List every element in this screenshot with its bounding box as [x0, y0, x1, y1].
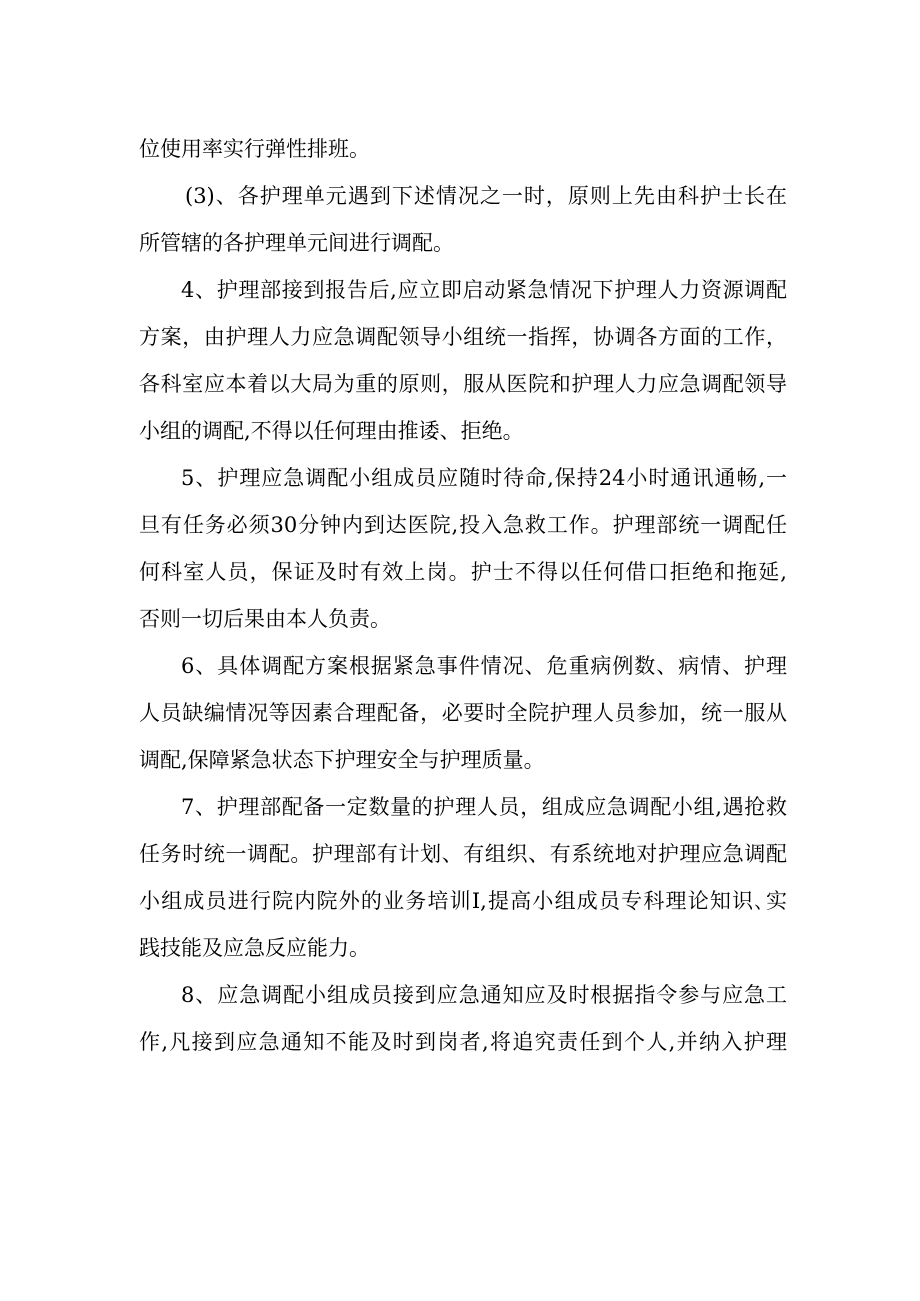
text-line: 旦有任务必须30分钟内到达医院,投入急救工作。护理部统一调配任 — [139, 513, 787, 537]
paragraph-4 — [139, 267, 787, 455]
text-line: 6、具体调配方案根据紧急事件情况、危重病例数、病情、护理 — [181, 654, 787, 678]
text-line: 方案，由护理人力应急调配领导小组统一指挥，协调各方面的工作， — [139, 325, 787, 349]
text-line: 小组的调配,不得以任何理由推诿、拒绝。 — [139, 419, 524, 443]
text-line: 践技能及应急反应能力。 — [139, 936, 370, 960]
text-line: 8、应急调配小组成员接到应急通知应及时根据指令参与应急工 — [181, 983, 787, 1007]
paragraph-5 — [139, 455, 787, 643]
text-line: 7、护理部配备一定数量的护理人员，组成应急调配小组,遇抢救 — [181, 795, 787, 819]
paragraph-continuation — [139, 126, 787, 173]
text-line: 人员缺编情况等因素合理配备，必要时全院护理人员参加，统一服从 — [139, 701, 787, 725]
paragraph-7 — [139, 784, 787, 972]
paragraph-8 — [139, 972, 787, 1066]
text-line: 作,凡接到应急通知不能及时到岗者,将追究责任到个人,并纳入护理 — [139, 1030, 787, 1054]
paragraph-3 — [139, 173, 787, 267]
text-line: 4、护理部接到报告后,应立即启动紧急情况下护理人力资源调配 — [181, 278, 787, 302]
text-line: (3)、各护理单元遇到下述情况之一时，原则上先由科护士长在 — [185, 184, 787, 208]
paragraph-6 — [139, 643, 787, 784]
text-line: 何科室人员，保证及时有效上岗。护士不得以任何借口拒绝和拖延, — [139, 560, 787, 584]
text-line: 5、护理应急调配小组成员应随时待命,保持24小时通讯通畅,一 — [181, 466, 787, 490]
text-line: 位使用率实行弹性排班。 — [139, 137, 370, 161]
text-line: 任务时统一调配。护理部有计划、有组织、有系统地对护理应急调配 — [139, 842, 787, 866]
text-line: 各科室应本着以大局为重的原则，服从医院和护理人力应急调配领导 — [139, 372, 787, 396]
document-body — [139, 126, 787, 1066]
text-line: 所管辖的各护理单元间进行调配。 — [139, 231, 454, 255]
text-line: 否则一切后果由本人负责。 — [139, 607, 391, 631]
text-line: 小组成员进行院内院外的业务培训I,提高小组成员专科理论知识､实 — [139, 889, 787, 913]
text-line: 调配,保障紧急状态下护理安全与护理质量。 — [139, 748, 545, 772]
